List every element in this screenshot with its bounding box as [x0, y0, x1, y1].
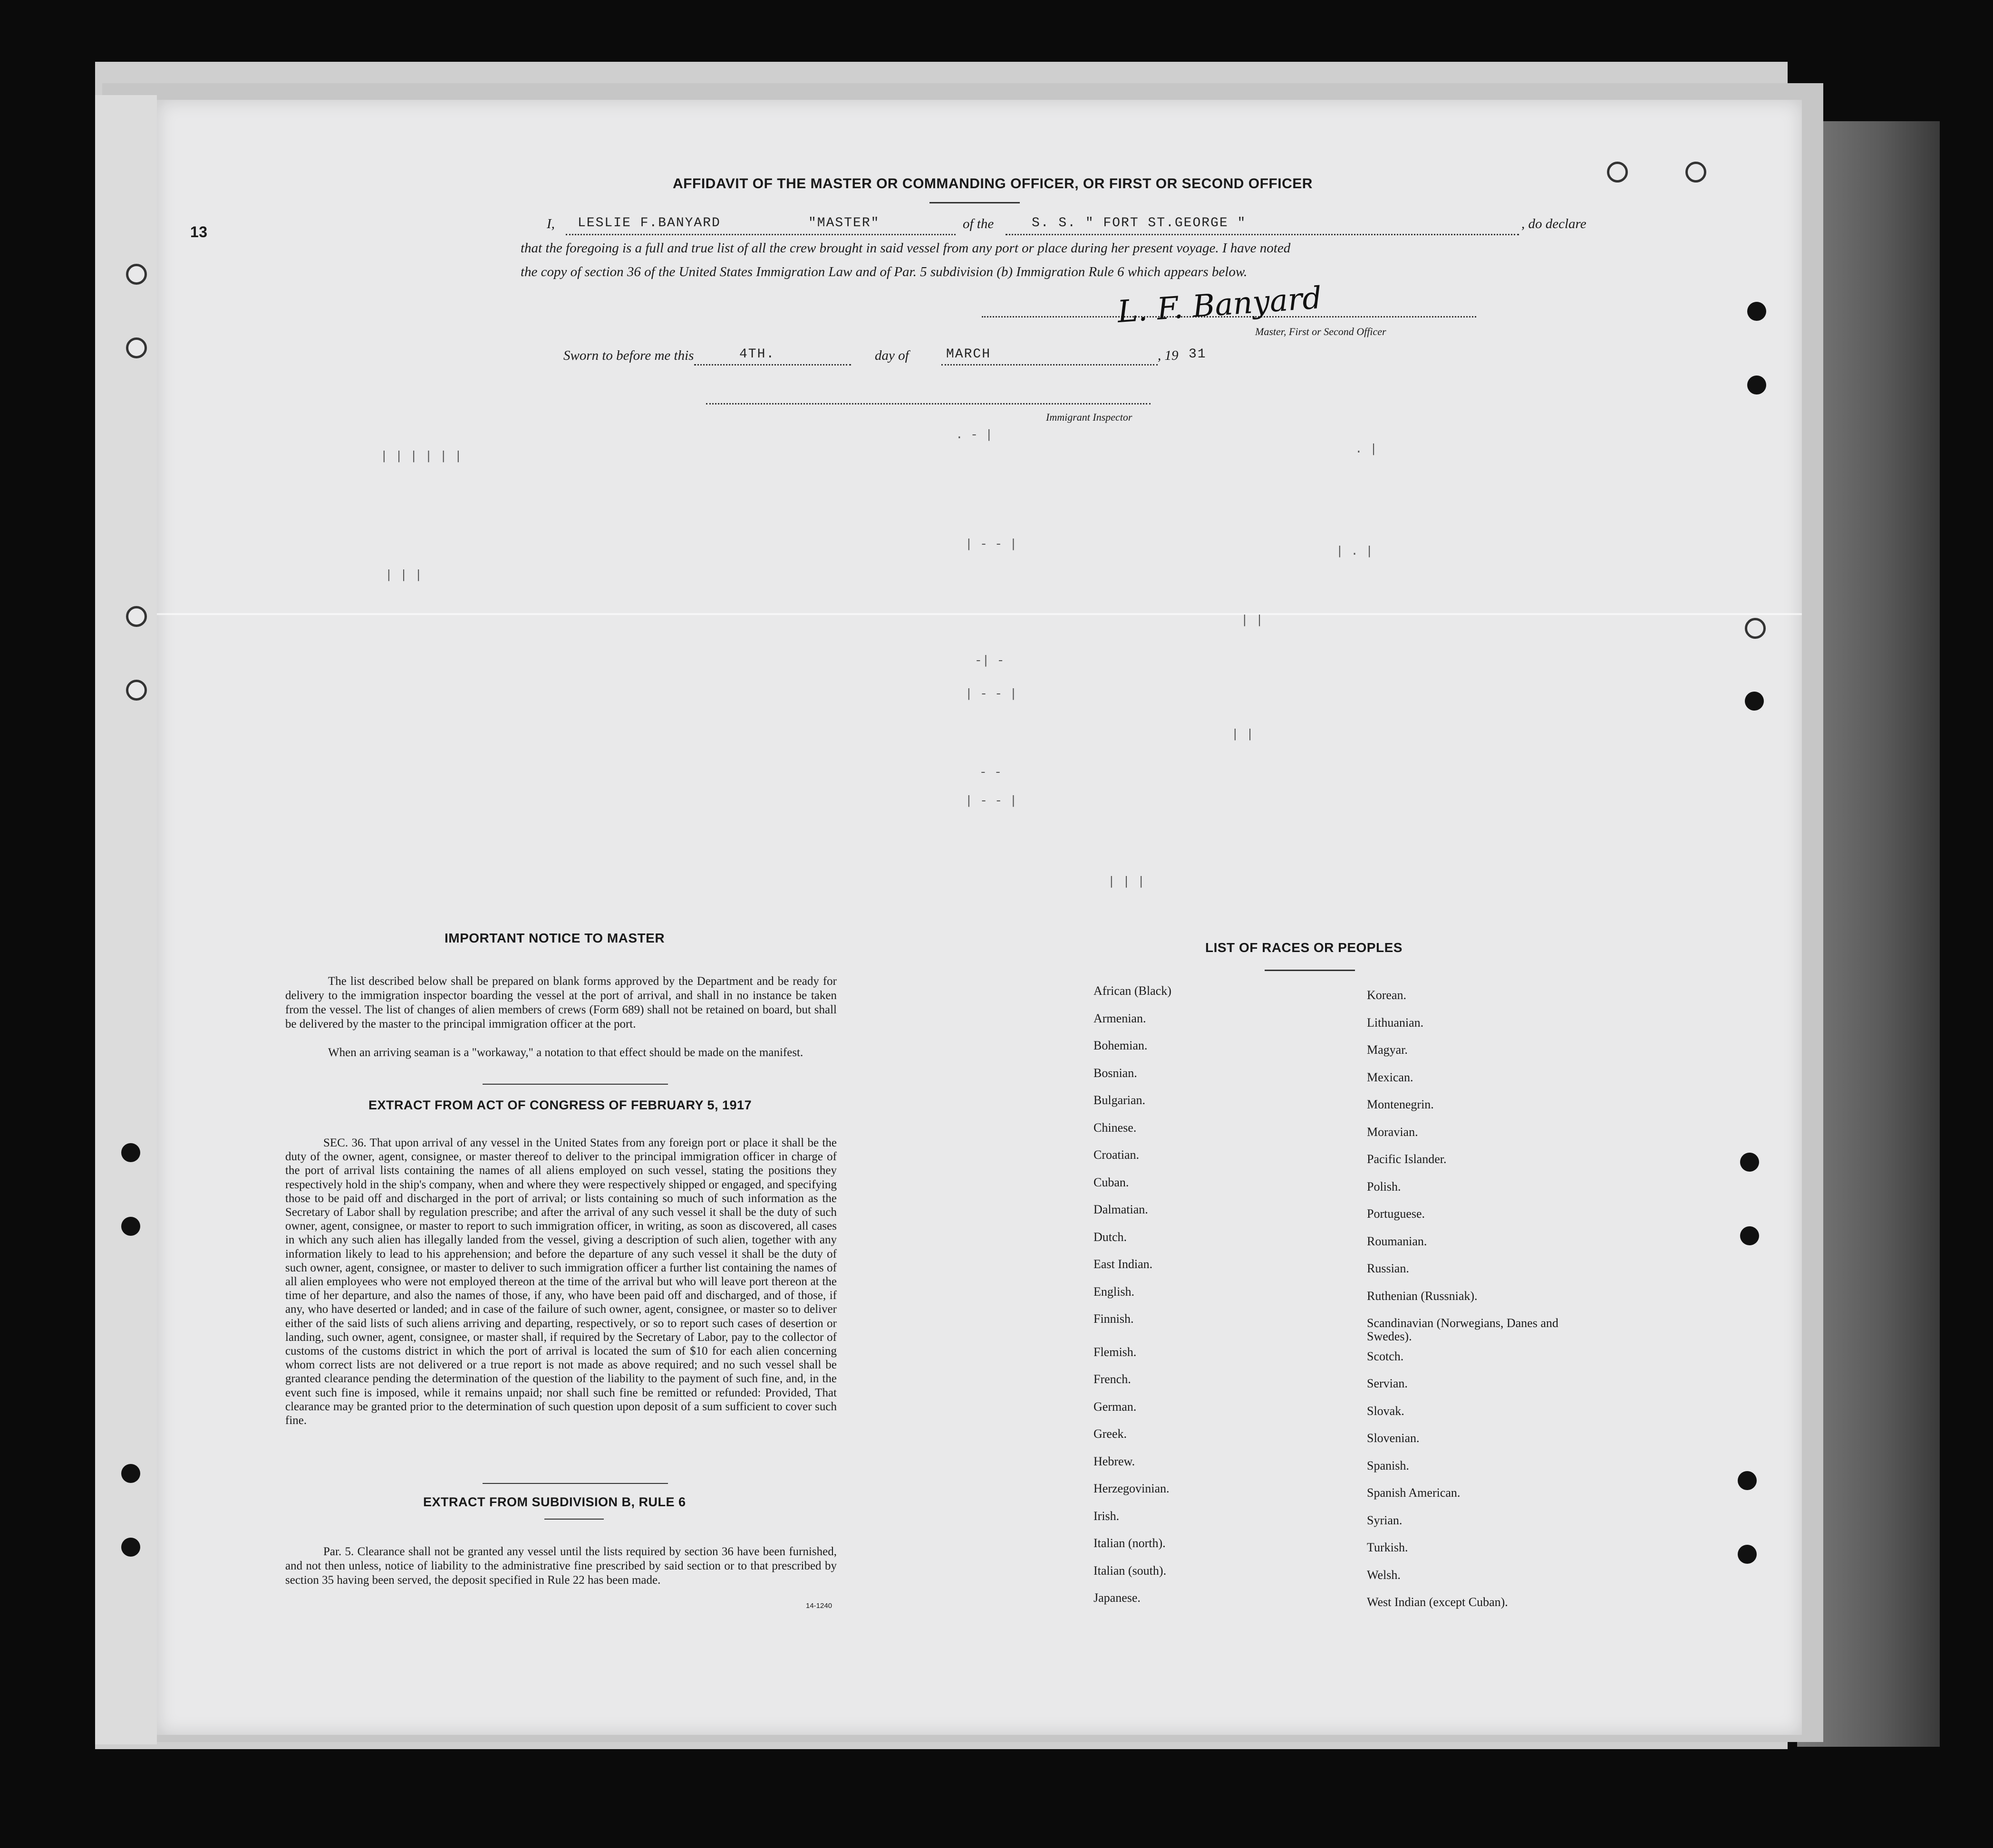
notice-paragraph-1: The list described below shall be prepared on blank forms approved by the Department and be ready for delivery to the immigration inspector boarding the vessel at the port of arrival, and shall in no instance be taken from the vessel. The list of changes of alien members of crews (Form 689) shall not be retained on board, but shall be delivered by the master to the principal immigration officer at the port. — [285, 975, 837, 1030]
punch-hole — [1685, 162, 1706, 183]
affidavit-title: AFFIDAVIT OF THE MASTER OR COMMANDING OFFICER, OR FIRST OR SECOND OFFICER — [673, 176, 1313, 192]
notice-title: IMPORTANT NOTICE TO MASTER — [445, 931, 665, 945]
race-item: Japanese. — [1093, 1591, 1141, 1605]
race-item: Russian. — [1367, 1261, 1409, 1275]
punch-hole — [1738, 1545, 1757, 1564]
punch-hole — [121, 1217, 140, 1236]
day-of-label: day of — [875, 348, 909, 363]
extract-rule-title: EXTRACT FROM SUBDIVISION B, RULE 6 — [423, 1495, 686, 1509]
punch-hole — [1740, 1153, 1759, 1172]
punch-hole — [1745, 692, 1764, 711]
race-item: Lithuanian. — [1367, 1015, 1424, 1030]
race-item: Chinese. — [1093, 1120, 1137, 1135]
master-signature: L. F. Banyard — [1116, 280, 1323, 330]
punch-hole — [1747, 375, 1766, 395]
document-page: 13 AFFIDAVIT OF THE MASTER OR COMMANDING OFFICER, OR FIRST OR SECOND OFFICER I, LESLIE F.BANYARD "MASTER" of the S. S. " FORT ST.GEORGE " , do declare that the foregoing is a full and true list of all the crew brought in said vessel from any port or place during her present voyage. I have noted the copy of section 36 of the United States Immigration Law and of Par. 5 subdivision (b) Immigration Rule 6 which appears below. L. F. Banyard Master, First or Second Officer Sworn to before me this 4TH. day of MARCH , 19 31 Immigrant Inspector | | | | | | . - | . | | - - | | . | | | | | | -| - | - - | | | - - | - - | | | | IMPORTANT NOTICE TO MASTER The list described below shall be prepared on blank forms approved by the Department and be ready for delivery to the immigration inspector boarding the vessel at the port of arrival, and shall in no instance be taken from the vessel. The list of changes of alien members of crews (Form 689) shall not be retained on board, but shall be delivered by the master to the principal immigration officer at the port. When an arriving seaman is a "workaway," a notation to that effect should be made on the manifest. EXTRACT FROM ACT OF CONGRESS OF FEBRUARY 5, 1917 SEC. 36. That upon arrival of any vessel in the United States from any foreign port or place it shall be the duty of the owner, agent, consignee, or master thereof to deliver to the principal immigration officer in charge of the port of arrival lists containing the names of all aliens employed on such vessel, stating the positions they respectively hold in the ship's company, when and where they were respectively shipped or engaged, and specifying those to be paid off and discharged in the port of arrival; or lists containing so much of such information as the Secretary of Labor shall by regulation prescribe; and after the arrival of any such vessel it shall be the duty of such owner, agent, consignee, or master to report to such immigration officer, in writing, as soon as discovered, all cases in which any such alien has illegally landed from the vessel, giving a description of such alien, together with any information likely to lead to his apprehension; and before the departure of any such vessel it shall be the duty of such owner, agent, consignee, or master to deliver to such immigration officer a further list containing the names of all alien employees who were not employed thereon at the time of the arrival but who will leave port thereon at the time of her departure, and also the names of those, if any, who have been paid off and discharged, and of those, if any, who have deserted or landed; and in case of the failure of such owner, agent, consignee, or master so to deliver either of the said lists of such aliens arriving and departing, respectively, or so to report such cases of desertion or landing, such owner, agent, consignee, or master shall, if required by the Secretary of Labor, pay to the collector of customs of the customs district in which the port of arrival is located the sum of $10 for each alien concerning whom correct lists are not delivered or a true report is not made as above required; and no such vessel shall be granted clearance pending the determination of the question of the liability to the payment of such fine, and, in the event such fine is imposed, while it remains unpaid; nor shall such fine be remitted or refunded: Provided, That clearance may be granted prior to the determination of such question upon deposit of a sum sufficient to cover such fine. EXTRACT FROM SUBDIVISION B, RULE 6 Par. 5. Clearance shall not be granted any vessel until the lists required by section 36 have been furnished, and not then unless, notice of liability to the administrative fine prescribed by said section or to that prescribed by section 35 having been served, the deposit specified in Rule 22 has been made. 14-1240 LIST OF RACES OR PEOPLES African (Black) Armenian. Bohemian. Bosnian. Bulgarian. Chinese. Croatian. Cuban. Dalmatian. Dutch. East Indian. English. Finnish. Flemish. French. German. Greek. Hebrew. Herzegovinian. Irish. Italian (north). Italian (south). Japanese. Korean. Lithuanian. Magyar. Mexican. Montenegrin. Moravian. Pacific Islander. Polish. Portuguese. Roumanian. Russian. Ruthenian (Russniak). Scandinavian (Norwegians, Danes and Swedes). Scotch. Servian. Slovak. Slovenian. Spanish. Spanish American. Syrian. Turkish. Welsh. West Indian (except Cuban). — [157, 100, 1802, 1735]
race-item: Roumanian. — [1367, 1234, 1427, 1248]
race-item: Welsh. — [1367, 1568, 1401, 1582]
name-field-line — [566, 234, 956, 235]
race-item: Mexican. — [1367, 1070, 1413, 1084]
race-item: English. — [1093, 1284, 1134, 1299]
inspector-caption: Immigrant Inspector — [1046, 411, 1132, 423]
race-item: Spanish American. — [1367, 1486, 1461, 1500]
punch-hole — [126, 337, 147, 358]
page-mark: 13 — [190, 223, 208, 241]
punch-hole — [126, 606, 147, 627]
punch-hole — [1740, 1226, 1759, 1245]
master-name: LESLIE F.BANYARD — [578, 216, 721, 231]
race-item: Korean. — [1367, 988, 1407, 1002]
punch-hole — [1745, 618, 1766, 639]
divider — [929, 202, 1020, 203]
affidavit-line-3: the copy of section 36 of the United States Immigration Law and of Par. 5 subdivision (b) Immigration Rule 6 which appears below. — [521, 264, 1248, 279]
vessel-field-line — [1006, 234, 1519, 235]
year-prefix: , 19 — [1158, 348, 1179, 363]
notice-paragraph-2: When an arriving seaman is a "workaway," a notation to that effect should be made on the manifest. — [328, 1046, 803, 1059]
race-item: Bohemian. — [1093, 1039, 1148, 1052]
inspector-signature-line — [706, 403, 1151, 404]
race-item: African (Black) — [1093, 984, 1171, 998]
extract-rule-body: Par. 5. Clearance shall not be granted any vessel until the lists required by section 36 have been furnished, and not then unless, notice of liability to the administrative fine prescribed by said section or to that prescribed by section 35 having been served, the deposit specified in Rule 22 has been made. — [285, 1545, 837, 1587]
race-item: Hebrew. — [1093, 1454, 1135, 1468]
race-item: Dutch. — [1093, 1230, 1127, 1244]
divider — [483, 1483, 668, 1484]
sworn-day: 4TH. — [739, 347, 775, 362]
do-declare-label: , do declare — [1521, 216, 1587, 231]
race-item: Polish. — [1367, 1179, 1401, 1194]
divider — [1265, 970, 1355, 971]
divider — [544, 1519, 604, 1520]
day-field-line — [694, 364, 851, 366]
race-item: Irish. — [1093, 1509, 1120, 1523]
left-edge-strip — [95, 95, 157, 1744]
race-item: Bulgarian. — [1093, 1093, 1146, 1107]
affidavit-line-prefix: I, — [547, 216, 555, 231]
race-item: Bosnian. — [1093, 1066, 1137, 1080]
signature-caption: Master, First or Second Officer — [1255, 326, 1386, 337]
punch-hole — [1738, 1471, 1757, 1490]
race-item: Turkish. — [1367, 1540, 1408, 1554]
race-item: Cuban. — [1093, 1175, 1129, 1189]
race-item: Magyar. — [1367, 1043, 1408, 1057]
race-item: West Indian (except Cuban). — [1367, 1595, 1508, 1609]
race-item: Spanish. — [1367, 1458, 1409, 1473]
race-item: Armenian. — [1093, 1011, 1146, 1025]
divider — [483, 1084, 668, 1085]
race-item: Slovenian. — [1367, 1431, 1420, 1445]
punch-hole — [126, 264, 147, 285]
punch-hole — [1607, 162, 1628, 183]
race-item: Greek. — [1093, 1427, 1127, 1441]
affidavit-line-2: that the foregoing is a full and true list of all the crew brought in said vessel from any port or place during her present voyage. I have noted — [521, 241, 1291, 256]
form-number: 14-1240 — [806, 1602, 832, 1610]
punch-hole — [121, 1464, 140, 1483]
sworn-month: MARCH — [946, 347, 991, 362]
race-item: Scandinavian (Norwegians, Danes and Swedes). — [1367, 1316, 1558, 1343]
race-item: Flemish. — [1093, 1345, 1137, 1359]
month-field-line — [941, 364, 1158, 366]
race-item: Moravian. — [1367, 1125, 1418, 1139]
of-the-label: of the — [963, 216, 994, 231]
race-item: Servian. — [1367, 1376, 1408, 1390]
race-item: Italian (south). — [1093, 1563, 1167, 1578]
race-item: Pacific Islander. — [1367, 1152, 1447, 1166]
fold-line — [157, 613, 1802, 615]
race-item: Ruthenian (Russniak). — [1367, 1289, 1478, 1303]
extract-act-title: EXTRACT FROM ACT OF CONGRESS OF FEBRUARY 5, 1917 — [368, 1098, 752, 1112]
race-item: Herzegovinian. — [1093, 1482, 1170, 1495]
race-item: Syrian. — [1367, 1513, 1403, 1527]
sworn-prefix: Sworn to before me this — [563, 348, 694, 363]
race-item: German. — [1093, 1399, 1137, 1414]
punch-hole — [1747, 302, 1766, 321]
race-item: East Indian. — [1093, 1257, 1153, 1271]
punch-hole — [121, 1143, 140, 1162]
race-item: Slovak. — [1367, 1404, 1404, 1418]
punch-hole — [121, 1538, 140, 1557]
vessel-name: S. S. " FORT ST.GEORGE " — [1032, 216, 1247, 231]
sworn-year: 31 — [1189, 347, 1207, 362]
race-item: Dalmatian. — [1093, 1203, 1148, 1216]
master-rank: "MASTER" — [808, 216, 880, 231]
race-item: Finnish. — [1093, 1312, 1134, 1326]
punch-hole — [126, 680, 147, 701]
race-item: Portuguese. — [1367, 1207, 1425, 1221]
race-item: French. — [1093, 1372, 1131, 1386]
races-title: LIST OF RACES OR PEOPLES — [1205, 940, 1403, 955]
race-item: Scotch. — [1367, 1349, 1404, 1363]
race-item: Croatian. — [1093, 1148, 1140, 1162]
extract-act-body: SEC. 36. That upon arrival of any vessel in the United States from any foreign port or place it shall be the duty of the owner, agent, consignee, or master thereof to deliver to the principal immigration officer in charge of the port of arrival lists containing the names of all aliens employed on such vessel, stating the positions they respectively hold in the ship's company, when and where they were respectively shipped or engaged, and specifying those to be paid off and discharged in the port of arrival; or lists containing so much of such information as the Secretary of Labor shall by regulation prescribe; and after the arrival of any such vessel it shall be the duty of such owner, agent, consignee, or master to report to such immigration officer, in writing, as soon as discovered, all cases in which any such alien has illegally landed from the vessel, giving a description of such alien, together with any information likely to lead to his apprehension; and before the departure of any such vessel it shall be the duty of such owner, agent, consignee, or master to deliver to such immigration officer a further list containing the names of all alien employees who were not employed thereon at the time of the arrival but who will leave port thereon at the time of her departure, and also the names of those, if any, who have been paid off and discharged, and of those, if any, who have deserted or landed; and in case of the failure of such owner, agent, consignee, or master so to deliver either of the said lists of such aliens arriving and departing, respectively, or so to report such cases of desertion or landing, such owner, agent, consignee, or master shall, if required by the Secretary of Labor, pay to the collector of customs of the customs district in which the port of arrival is located the sum of $10 for each alien concerning whom correct lists are not delivered or a true report is not made as above required; and no such vessel shall be granted clearance pending the determination of the question of the liability to the payment of such fine, and, in the event such fine is imposed, while it remains unpaid; nor shall such fine be remitted or refunded: Provided, That clearance may be granted prior to the determination of such question upon deposit of a sum sufficient to cover such fine. — [285, 1136, 837, 1427]
race-item: Montenegrin. — [1367, 1097, 1434, 1111]
race-item: Italian (north). — [1093, 1536, 1166, 1550]
